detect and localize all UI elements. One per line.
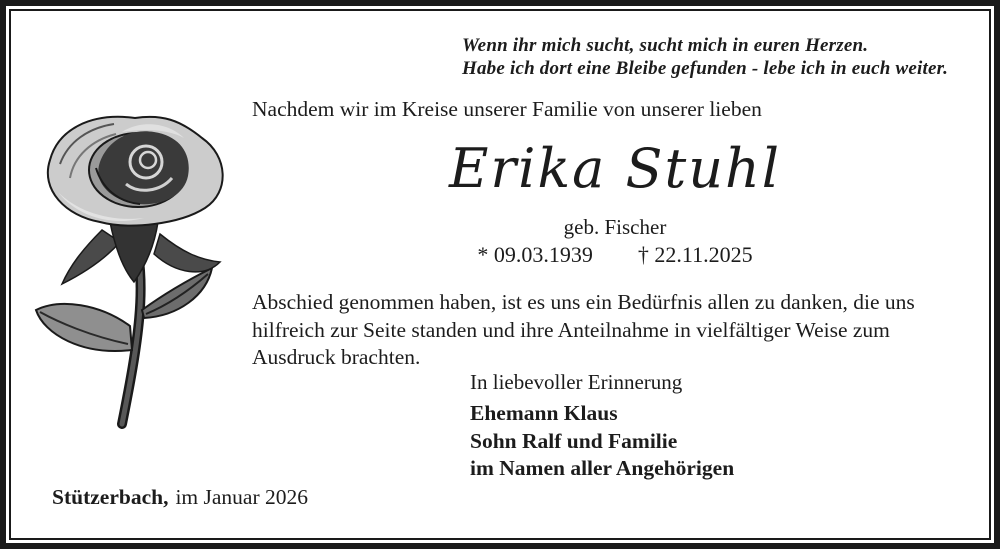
deceased-name: Erika Stuhl — [448, 137, 782, 200]
epigraph-line-1: Wenn ihr mich sucht, sucht mich in euren Herzen. — [462, 35, 869, 56]
intro-line: Nachdem wir im Kreise unserer Familie von unserer lieben — [252, 97, 762, 121]
mourner-relatives: im Namen aller Angehörigen — [470, 456, 735, 480]
place-name: Stützerbach, — [52, 485, 169, 509]
thanks-line-1: Abschied genommen haben, ist es uns ein Bedürfnis allen zu danken, die uns — [252, 290, 915, 314]
birth-date: * 09.03.1939 — [477, 242, 593, 267]
remembrance-line: In liebevoller Erinnerung — [470, 370, 683, 394]
date-note: im Januar 2026 — [175, 485, 309, 509]
epigraph — [462, 34, 948, 80]
maiden-name: geb. Fischer — [563, 215, 667, 239]
rose-illustration — [30, 112, 244, 434]
place-date-line — [52, 485, 308, 510]
mourner-son: Sohn Ralf und Familie — [470, 428, 678, 453]
rose-icon — [30, 112, 244, 434]
mourner-husband: Ehemann Klaus — [470, 401, 618, 425]
death-date: † 22.11.2025 — [637, 242, 753, 267]
mourners-list — [470, 400, 734, 483]
thanks-paragraph — [252, 289, 915, 372]
thanks-line-2: hilfreich zur Seite standen und ihre Anteilnahme in vielfältiger Weise zum — [252, 317, 890, 342]
thanks-line-3: Ausdruck brachten. — [252, 345, 421, 369]
life-dates — [310, 242, 920, 268]
epigraph-line-2: Habe ich dort eine Bleibe gefunden - lebe ich in euch weiter. — [462, 58, 949, 79]
